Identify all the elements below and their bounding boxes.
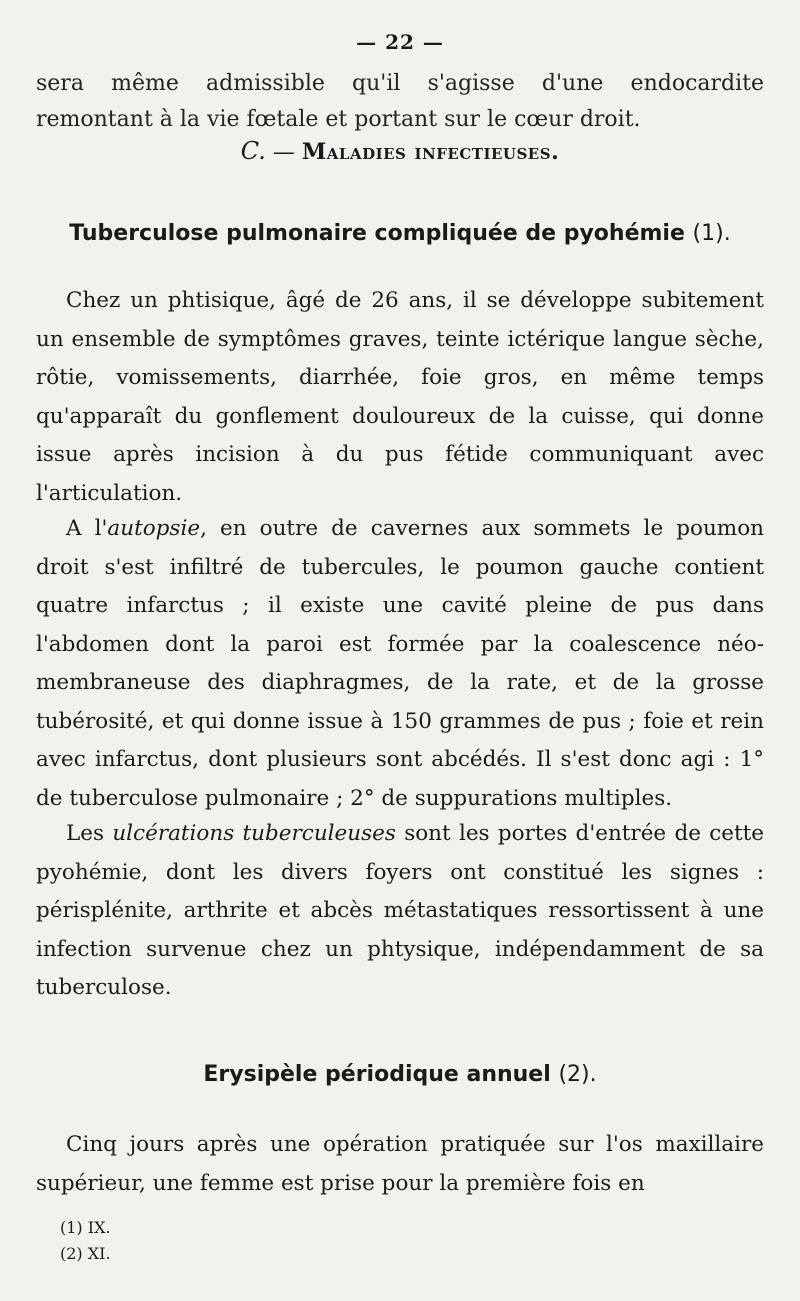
footnote-1: (1) IX.	[60, 1218, 111, 1237]
para-emphasis: ulcérations tuberculeuses	[112, 821, 396, 846]
section-dash: —	[265, 140, 302, 165]
article-title-text: Tuberculose pulmonaire compliquée de pyohémie	[69, 221, 685, 246]
footnote-2: (2) XI.	[60, 1244, 111, 1263]
para-body: sont les portes d'entrée de cette pyohémie, dont les divers foyers ont constitué les signes : périsplénite, arthrite et abcès métastatiques ressortissent à une infection survenue chez un phtysique, indépendamment de sa tuberculose.	[36, 821, 764, 1000]
paragraph-autopsie	[36, 510, 764, 818]
section-letter: C.	[240, 137, 266, 165]
footnote-ref: (2).	[558, 1062, 597, 1087]
footnote-ref: (1).	[692, 221, 731, 246]
article-title-erysipele	[36, 1062, 764, 1087]
article-title-text: Erysipèle périodique annuel	[203, 1062, 551, 1087]
para-lead: Les	[66, 821, 113, 846]
carry-over-text: sera même admissible qu'il s'agisse d'une endocardite remontant à la vie fœtale et portant sur le cœur droit.	[36, 71, 764, 132]
section-title: Maladies infectieuses.	[301, 139, 560, 165]
page-number: — 22 —	[356, 30, 444, 54]
paragraph-ulcerations	[36, 815, 764, 1008]
para-body: , en outre de cavernes aux sommets le poumon droit s'est infiltré de tubercules, le poumon gauche contient quatre infarctus ; il existe une cavité pleine de pus dans l'abdomen dont la paroi est formée par la coalescence néo-membraneuse des diaphragmes, de la rate, et de la grosse tubérosité, et qui donne issue à 150 grammes de pus ; foie et rein avec infarctus, dont plusieurs sont abcédés. Il s'est donc agi : 1° de tuberculose pulmonaire ; 2° de suppurations multiples.	[36, 516, 764, 811]
para-emphasis: autopsie	[107, 516, 201, 541]
para-lead: A l'	[66, 516, 108, 541]
paragraph-symptoms: Chez un phtisique, âgé de 26 ans, il se développe subitement un ensemble de symptômes graves, teinte ictérique langue sèche, rôtie, vomissements, diarrhée, foie gros, en même temps qu'apparaît du gonflement douloureux de la cuisse, qui donne issue après incision à du pus fétide communiquant avec l'articulation.	[36, 288, 764, 506]
paragraph-erysipele: Cinq jours après une opération pratiquée sur l'os maxillaire supérieur, une femme est prise pour la première fois en	[36, 1132, 764, 1196]
article-title-tuberculose	[36, 221, 764, 246]
section-heading	[0, 137, 800, 165]
